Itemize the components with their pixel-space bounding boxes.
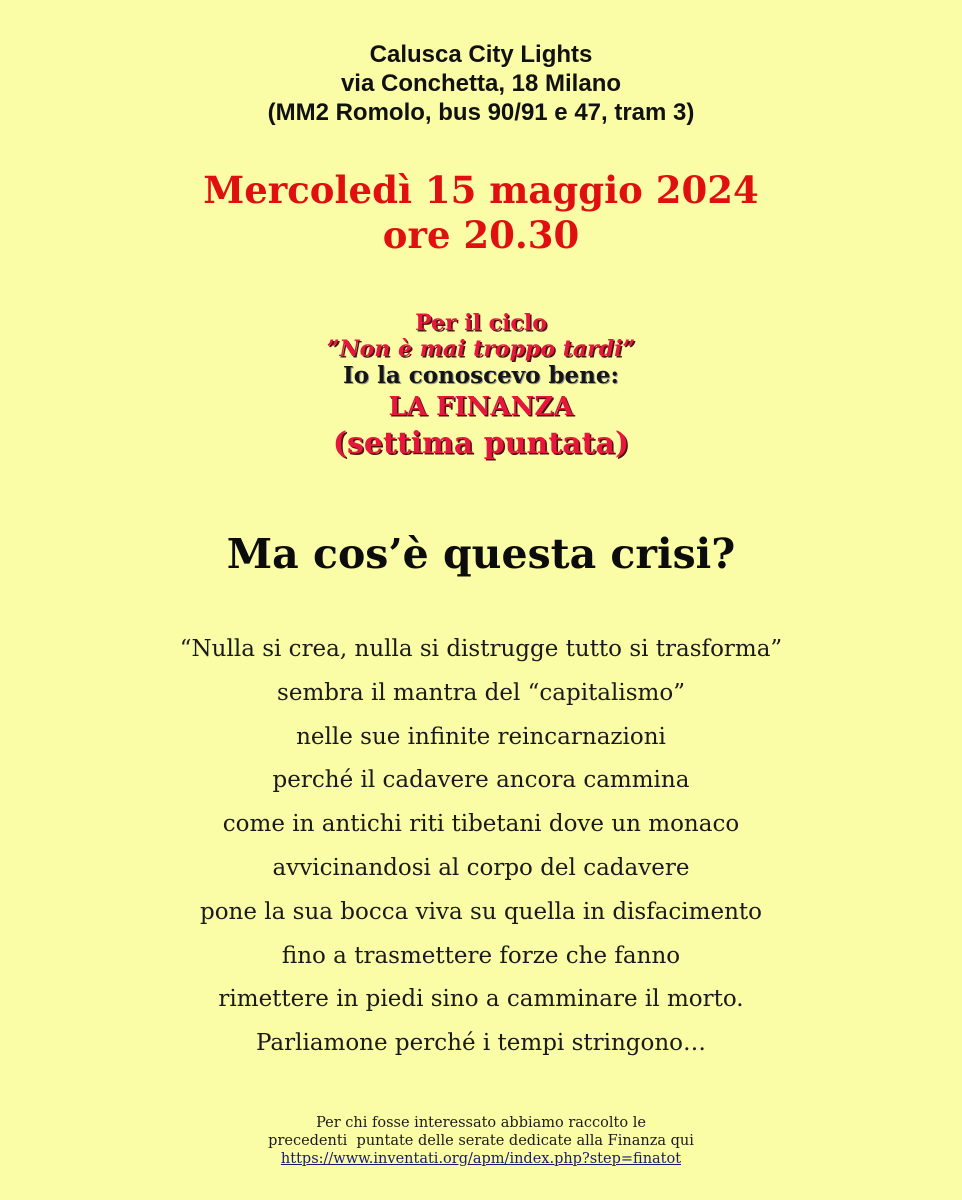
poem-line: avvicinandosi al corpo del cadavere xyxy=(272,854,690,881)
poem-line: sembra il mantra del “capitalismo” xyxy=(277,679,685,706)
event-datetime xyxy=(0,168,962,258)
cycle-subtitle: Io la conoscevo bene: xyxy=(342,362,620,389)
event-date: Mercoledì 15 maggio 2024 xyxy=(203,168,759,212)
poem-line: pone la sua bocca viva su quella in disfacimento xyxy=(199,898,762,925)
venue-transport: (MM2 Romolo, bus 90/91 e 47, tram 3) xyxy=(267,99,695,126)
venue-name: Calusca City Lights xyxy=(369,41,593,68)
venue-info xyxy=(0,40,962,127)
cycle-intro: Per il ciclo xyxy=(415,310,547,336)
cycle-topic: LA FINANZA xyxy=(388,392,574,422)
footer-note xyxy=(0,1114,962,1168)
poem-line: fino a trasmettere forze che fanno xyxy=(281,942,681,969)
cycle-episode: (settima puntata) xyxy=(332,426,630,461)
poem-line: come in antichi riti tibetani dove un monaco xyxy=(222,811,740,838)
cycle-block xyxy=(0,310,962,464)
cycle-series: ”Non è mai troppo tardi” xyxy=(326,336,636,362)
event-time: ore 20.30 xyxy=(382,213,580,257)
archive-link[interactable]: https://www.inventati.org/apm/index.php?step=finatot xyxy=(280,1151,682,1167)
venue-address: via Conchetta, 18 Milano xyxy=(340,70,622,97)
poem-line: rimettere in piedi sino a camminare il morto. xyxy=(218,986,744,1013)
poem-text xyxy=(0,628,962,1066)
poem-line: “Nulla si crea, nulla si distrugge tutto si trasforma” xyxy=(179,636,783,662)
footer-line-2: precedenti puntate delle serate dedicate alla Finanza qui xyxy=(268,1133,694,1149)
footer-line-1: Per chi fosse interessato abbiamo raccolto le xyxy=(316,1115,646,1131)
headline: Ma cos’è questa crisi? xyxy=(226,530,736,578)
poem-line: nelle sue infinite reincarnazioni xyxy=(296,723,666,750)
poem-line: perché il cadavere ancora cammina xyxy=(272,767,690,794)
poem-line: Parliamone perché i tempi stringono… xyxy=(255,1030,707,1057)
